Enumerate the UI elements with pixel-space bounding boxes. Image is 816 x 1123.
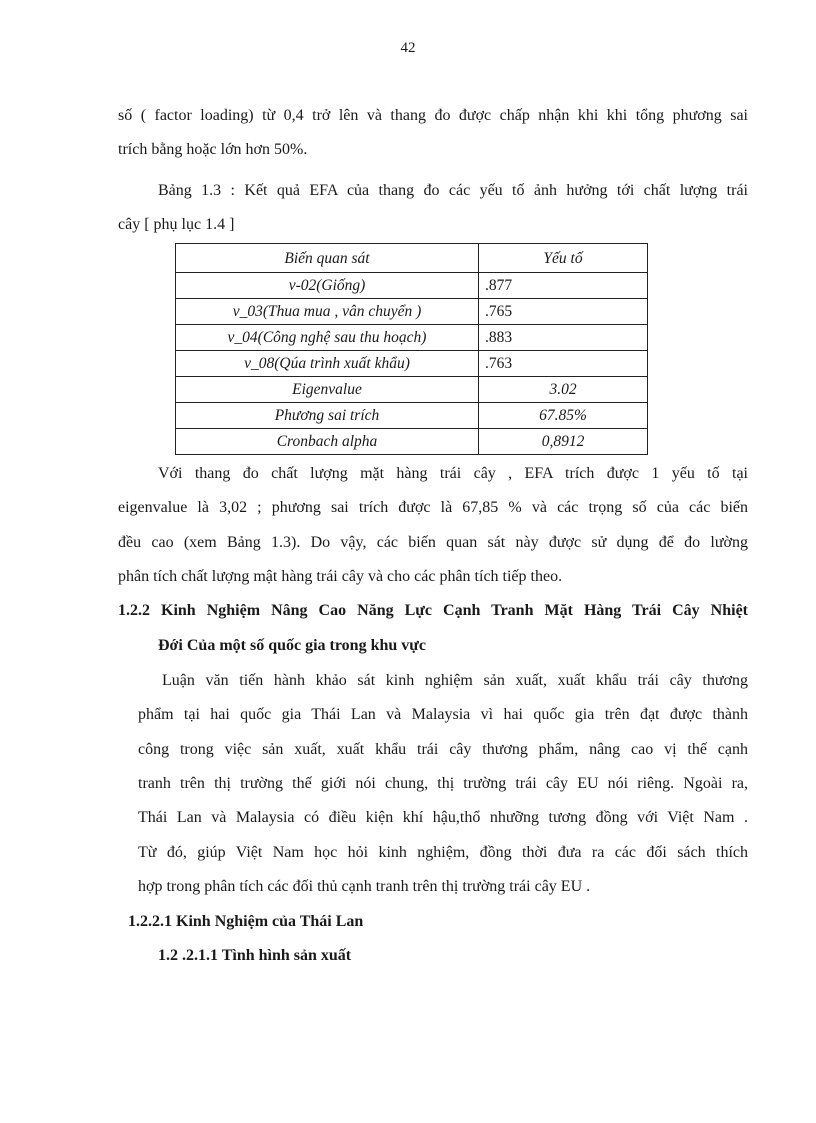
paragraph-line: tranh trên thị trường thế giới nói chung, thị trường trái cây EU nói riêng. Ngoài ra, [138, 775, 748, 792]
paragraph-line: công trong việc sản xuất, xuất khẩu trái cây thương phẩm, nâng cao vị thế cạnh [138, 741, 748, 758]
variable-cell: v-02(Giống) [176, 273, 479, 299]
page-number: 42 [400, 40, 416, 56]
stat-value-cell: 3.02 [479, 377, 648, 403]
header-cell-factor: Yếu tố [479, 244, 648, 273]
header-cell-variable: Biến quan sát [176, 244, 479, 273]
section-heading-continued: Đới Của một số quốc gia trong khu vực [158, 637, 426, 654]
efa-results-table [175, 243, 648, 455]
paragraph-line: đều cao (xem Bảng 1.3). Do vậy, các biến quan sát này được sử dụng để đo lường [118, 534, 748, 551]
stat-label-cell: Cronbach alpha [176, 429, 479, 455]
section-heading: 1.2.2 Kinh Nghiệm Nâng Cao Năng Lực Cạnh Tranh Mặt Hàng Trái Cây Nhiệt [118, 602, 748, 619]
loading-cell: .877 [479, 273, 648, 299]
table-row [176, 377, 648, 403]
stat-label-cell: Eigenvalue [176, 377, 479, 403]
variable-cell: v_04(Công nghệ sau thu hoạch) [176, 325, 479, 351]
table-row [176, 351, 648, 377]
table-row [176, 273, 648, 299]
paragraph-line: Luận văn tiến hành khảo sát kinh nghiệm sản xuất, xuất khẩu trái cây thương [162, 672, 748, 689]
stat-value-cell: 67.85% [479, 403, 648, 429]
table-row [176, 429, 648, 455]
table-row [176, 299, 648, 325]
subsubsection-heading: 1.2 .2.1.1 Tình hình sản xuất [158, 947, 352, 964]
paragraph-line: Thái Lan và Malaysia có điều kiện khí hậu,thổ nhưỡng tương đồng với Việt Nam . [138, 809, 748, 826]
paragraph-line: trích bằng hoặc lớn hơn 50%. [118, 141, 308, 158]
stat-label-cell: Phương sai trích [176, 403, 479, 429]
table-row [176, 403, 648, 429]
variable-cell: v_03(Thua mua , vân chuyển ) [176, 299, 479, 325]
paragraph-line: Từ đó, giúp Việt Nam học hỏi kinh nghiệm, đồng thời đưa ra các đối sách thích [138, 844, 748, 861]
table-caption-ref: cây [ phụ lục 1.4 ] [118, 216, 235, 233]
variable-cell: v_08(Qúa trình xuất khẩu) [176, 351, 479, 377]
loading-cell: .763 [479, 351, 648, 377]
table-header-row [176, 244, 648, 273]
paragraph-line: eigenvalue là 3,02 ; phương sai trích được là 67,85 % và các trọng số của các biến [118, 499, 748, 516]
paragraph-line: Với thang đo chất lượng mặt hàng trái cây , EFA trích được 1 yếu tố tại [158, 465, 748, 482]
table-caption: Bảng 1.3 : Kết quả EFA của thang đo các yếu tố ảnh hưởng tới chất lượng trái [158, 182, 748, 199]
subsection-heading: 1.2.2.1 Kinh Nghiệm của Thái Lan [128, 913, 364, 930]
loading-cell: .883 [479, 325, 648, 351]
loading-cell: .765 [479, 299, 648, 325]
paragraph-line: phân tích chất lượng mật hàng trái cây và cho các phân tích tiếp theo. [118, 568, 563, 585]
table-row [176, 325, 648, 351]
paragraph-line: phẩm tại hai quốc gia Thái Lan và Malaysia vì hai quốc gia trên đạt được thành [138, 706, 748, 723]
paragraph-line: hợp trong phân tích các đối thủ cạnh tranh trên thị trường trái cây EU . [138, 878, 591, 895]
stat-value-cell: 0,8912 [479, 429, 648, 455]
paragraph-line: số ( factor loading) từ 0,4 trở lên và thang đo được chấp nhận khi khi tổng phương sai [118, 107, 748, 124]
